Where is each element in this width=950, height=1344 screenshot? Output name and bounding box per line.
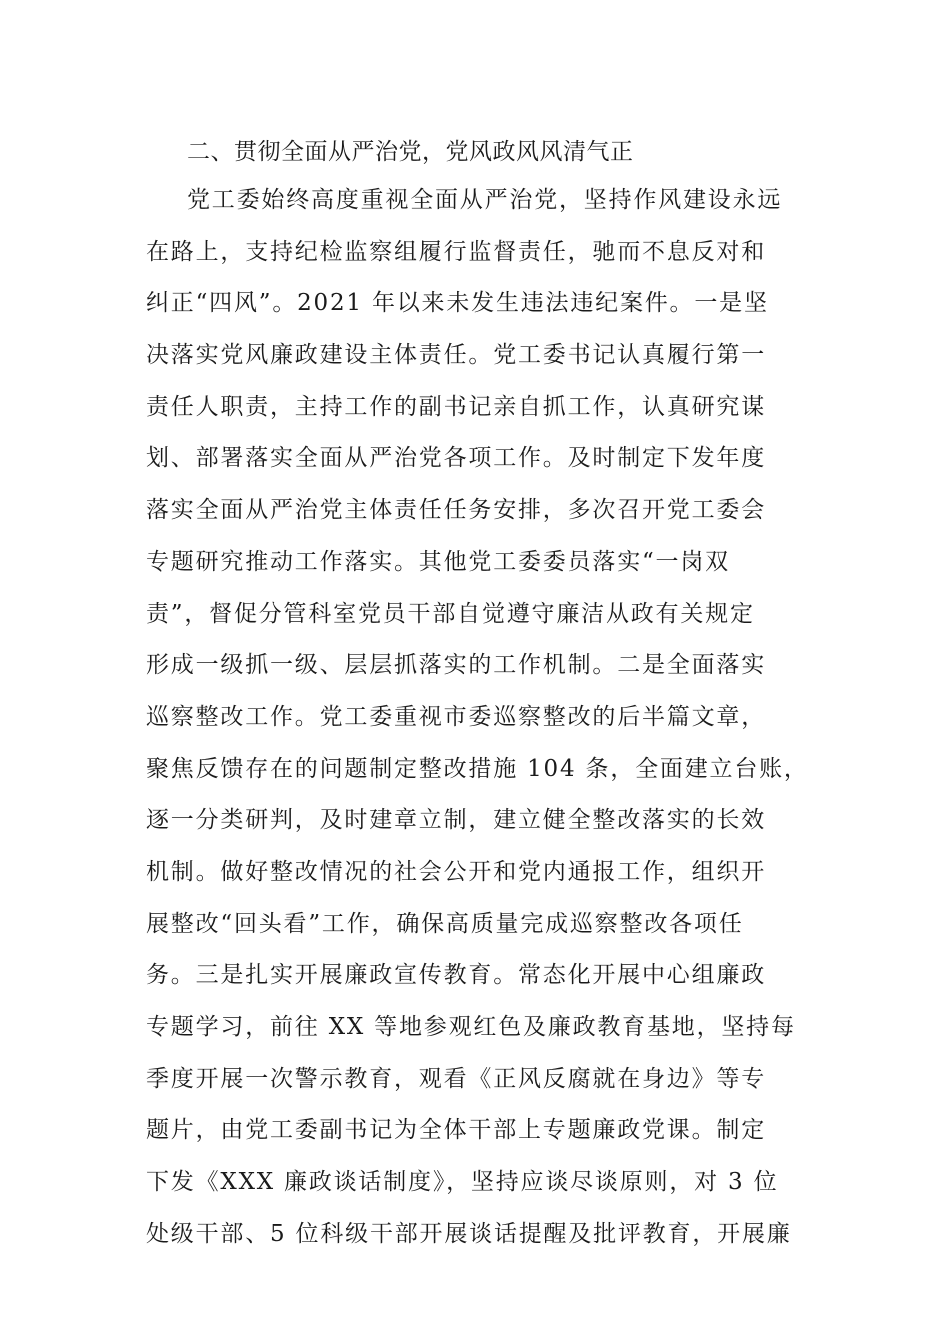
paragraph-line: 下发《XXX 廉政谈话制度》，坚持应谈尽谈原则，对 3 位: [146, 1169, 779, 1196]
paragraph-line: 务。三是扎实开展廉政宣传教育。常态化开展中心组廉政: [146, 962, 766, 989]
paragraph-line: 落实全面从严治党主体责任任务安排，多次召开党工委会: [146, 497, 766, 524]
paragraph-line: 责”，督促分管科室党员干部自觉遵守廉洁从政有关规定: [146, 600, 755, 627]
paragraph-line: 纠正“四风”。2021 年以来未发生违法违纪案件。一是坚: [146, 290, 769, 317]
paragraph-line: 处级干部、5 位科级干部开展谈话提醒及批评教育，开展廉: [146, 1220, 792, 1247]
paragraph-line: 巡察整改工作。党工委重视市委巡察整改的后半篇文章，: [146, 703, 766, 730]
paragraph-line: 专题研究推动工作落实。其他党工委委员落实“一岗双: [146, 548, 730, 575]
paragraph-line: 专题学习，前往 XX 等地参观红色及廉政教育基地，坚持每: [146, 1014, 796, 1040]
paragraph-line: 展整改“回头看”工作，确保高质量完成巡察整改各项任: [146, 910, 744, 937]
paragraph-line: 划、部署落实全面从严治党各项工作。及时制定下发年度: [146, 445, 766, 472]
paragraph-line: 责任人职责，主持工作的副书记亲自抓工作，认真研究谋: [146, 393, 766, 420]
paragraph-line: 决落实党风廉政建设主体责任。党工委书记认真履行第一: [146, 342, 766, 369]
paragraph-line: 季度开展一次警示教育，观看《正风反腐就在身边》等专: [146, 1065, 766, 1092]
body-paragraph: [146, 180, 826, 1265]
paragraph-line: 在路上，支持纪检监察组履行监督责任，驰而不息反对和: [146, 238, 766, 265]
paragraph-line: 聚焦反馈存在的问题制定整改措施 104 条，全面建立台账，: [146, 755, 809, 782]
section-heading: 二、贯彻全面从严治党，党风政风风清气正: [187, 139, 634, 165]
paragraph-line: 党工委始终高度重视全面从严治党，坚持作风建设永远: [187, 187, 783, 213]
paragraph-line: 机制。做好整改情况的社会公开和党内通报工作，组织开: [146, 858, 766, 885]
paragraph-line: 形成一级抓一级、层层抓落实的工作机制。二是全面落实: [146, 652, 766, 679]
paragraph-line: 题片，由党工委副书记为全体干部上专题廉政党课。制定: [146, 1117, 766, 1144]
paragraph-line: 逐一分类研判，及时建章立制，建立健全整改落实的长效: [146, 807, 766, 834]
